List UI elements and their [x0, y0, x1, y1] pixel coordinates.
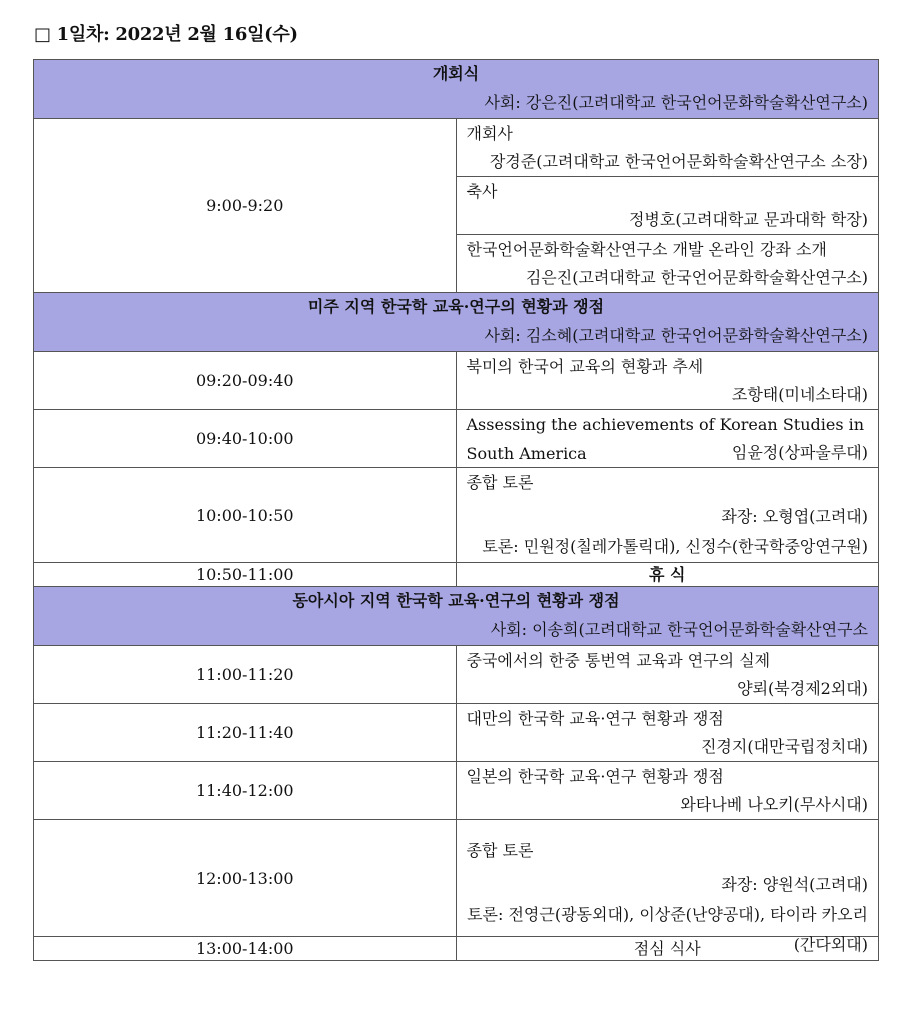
program-row	[34, 646, 879, 704]
day-heading: □ 1일차: 2022년 2월 16일(수)	[34, 24, 298, 45]
time-cell: 12:00-13:00	[34, 820, 457, 937]
program-row	[34, 352, 879, 410]
time-cell: 11:00-11:20	[34, 646, 457, 704]
time-cell: 10:00-10:50	[34, 468, 457, 563]
break-label: 휴 식	[456, 563, 879, 587]
session-speaker: 조항태(미네소타대)	[731, 385, 868, 404]
panel-discussants: 토론: 전영근(광동외대), 이상준(난양공대), 타이라 카오리(간다외대)	[467, 905, 868, 954]
program-row	[34, 119, 879, 177]
session-speaker: 임윤정(상파울루대)	[731, 443, 868, 462]
program-row	[34, 410, 879, 468]
session-title: 북미의 한국어 교육의 현황과 추세	[466, 357, 704, 376]
panel-chair: 좌장: 오형엽(고려대)	[721, 507, 868, 526]
time-cell: 9:00-9:20	[34, 119, 457, 293]
time-cell: 09:20-09:40	[34, 352, 457, 410]
time-cell: 13:00-14:00	[34, 937, 457, 961]
panel-discussants: 토론: 민원정(칠레가톨릭대), 신정수(한국학중앙연구원)	[482, 537, 868, 556]
panel-row	[34, 820, 879, 937]
panel-title: 종합 토론	[466, 473, 534, 492]
program-table	[33, 59, 879, 961]
section-title: 미주 지역 한국학 교육·연구의 현황과 쟁점	[307, 297, 605, 316]
section-title: 개회식	[432, 64, 480, 83]
session-speaker: 장경준(고려대학교 한국언어문화학술확산연구소 소장)	[489, 152, 868, 171]
section-host: 사회: 김소혜(고려대학교 한국언어문화학술확산연구소)	[484, 326, 868, 345]
time-cell: 09:40-10:00	[34, 410, 457, 468]
time-cell: 11:20-11:40	[34, 704, 457, 762]
session-title: 일본의 한국학 교육·연구 현황과 쟁점	[466, 767, 724, 786]
section-header-americas	[34, 293, 879, 352]
session-title: 한국언어문화학술확산연구소 개발 온라인 강좌 소개	[466, 240, 827, 259]
session-title: 개회사	[466, 124, 513, 143]
break-row	[34, 563, 879, 587]
lunch-row	[34, 937, 879, 961]
section-header-east-asia	[34, 587, 879, 646]
section-title: 동아시아 지역 한국학 교육·연구의 현황과 쟁점	[292, 591, 620, 610]
panel-chair: 좌장: 양원석(고려대)	[721, 875, 868, 894]
panel-title: 종합 토론	[466, 841, 534, 860]
panel-row	[34, 468, 879, 563]
program-row	[34, 704, 879, 762]
time-cell: 11:40-12:00	[34, 762, 457, 820]
lunch-label: 점심 식사	[456, 937, 879, 961]
time-cell: 10:50-11:00	[34, 563, 457, 587]
session-speaker: 정병호(고려대학교 문과대학 학장)	[628, 210, 868, 229]
section-header-opening	[34, 60, 879, 119]
program-row	[34, 762, 879, 820]
session-speaker: 김은진(고려대학교 한국언어문화학술확산연구소)	[525, 268, 868, 287]
session-title: Assessing the achievements of Korean Studies in South America	[466, 415, 865, 463]
session-speaker: 와타나베 나오키(무사시대)	[680, 795, 868, 814]
session-title: 축사	[466, 182, 498, 201]
section-host: 사회: 이송희(고려대학교 한국언어문화학술확산연구소	[490, 620, 868, 639]
session-title: 중국에서의 한중 통번역 교육과 연구의 실제	[466, 651, 771, 670]
session-title: 대만의 한국학 교육·연구 현황과 쟁점	[466, 709, 724, 728]
session-speaker: 양뢰(북경제2외대)	[737, 679, 868, 698]
session-speaker: 진경지(대만국립정치대)	[700, 737, 868, 756]
section-host: 사회: 강은진(고려대학교 한국언어문화학술확산연구소)	[484, 93, 868, 112]
